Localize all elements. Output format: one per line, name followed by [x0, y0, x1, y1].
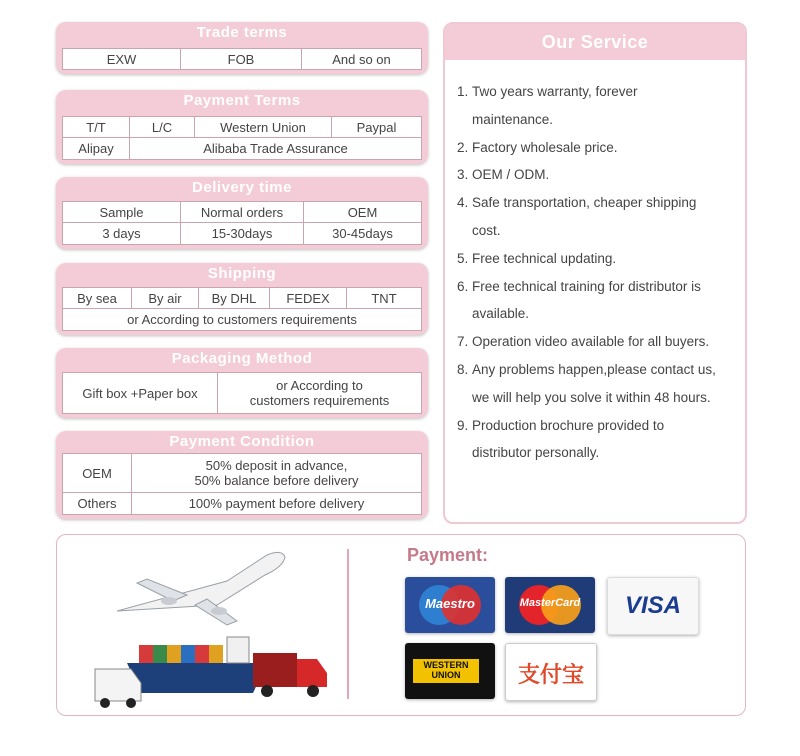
payment-term-lc: L/C [129, 117, 194, 137]
mastercard-logo: MasterCard [505, 577, 595, 633]
our-service-title: Our Service [445, 24, 745, 60]
airplane-icon [117, 552, 285, 625]
packaging-custom [217, 373, 421, 413]
payment-title: Payment: [407, 545, 489, 565]
trade-terms-table [62, 48, 422, 70]
van-icon [95, 669, 141, 708]
condition-oem-line1: 50% deposit in advance, [205, 458, 348, 473]
trade-term-others: And so on [301, 49, 421, 69]
shipping-custom: or According to customers requirements [127, 312, 357, 327]
service-item: 5. Free technical updating. [457, 250, 617, 266]
shipping-tnt: TNT [346, 288, 421, 308]
visa-logo: VISA [607, 577, 699, 635]
condition-oem-line2: 50% balance before delivery [194, 473, 359, 488]
payment-term-tt: T/T [86, 119, 106, 135]
packaging-custom-line1: or According to [276, 378, 363, 393]
service-item: 7. Operation video available for all buyers. [457, 334, 710, 350]
packaging-table [62, 372, 422, 414]
trade-term-exw: EXW [106, 51, 137, 67]
condition-others-label: Others [77, 496, 117, 511]
service-item: 9. Production brochure provided to distributor personally. [457, 417, 665, 461]
shipping-panel [56, 263, 428, 335]
delivery-header-oem: OEM [303, 202, 421, 222]
transport-illustration [77, 541, 337, 711]
payment-condition-panel [56, 431, 428, 519]
delivery-time-title: Delivery time [192, 179, 292, 196]
delivery-time-panel [56, 177, 428, 249]
delivery-value-oem: 30-45days [303, 223, 421, 244]
trade-terms-panel [56, 22, 428, 74]
service-item: 6. Free technical training for distributor is available. [457, 278, 701, 322]
condition-others-value: 100% payment before delivery [131, 493, 421, 514]
shipping-payment-banner [56, 534, 746, 716]
shipping-by-dhl: By DHL [198, 288, 269, 308]
trade-terms-title: Trade terms [196, 24, 288, 41]
condition-oem-label: OEM [82, 465, 112, 481]
service-item: 8. Any problems happen,please contact us, we will help you solve it within 48 hours. [457, 361, 716, 405]
shipping-by-air: By air [131, 288, 198, 308]
shipping-by-sea: By sea [77, 290, 117, 306]
service-item: 2. Factory wholesale price. [457, 139, 618, 155]
payment-terms-table [62, 116, 422, 160]
banner-divider [347, 549, 349, 699]
payment-term-alipay: Alipay [78, 141, 114, 156]
packaging-custom-line2: customers requirements [249, 393, 390, 408]
packaging-panel [56, 348, 428, 418]
packaging-gift-box: Gift box +Paper box [82, 385, 198, 401]
delivery-time-table [62, 201, 422, 245]
trade-term-fob: FOB [180, 49, 301, 69]
packaging-title: Packaging Method [171, 350, 313, 367]
service-item: 4. Safe transportation, cheaper shipping cost. [457, 195, 697, 238]
cargo-ship-icon [127, 637, 267, 693]
shipping-title: Shipping [207, 265, 277, 282]
payment-condition-table [62, 453, 422, 515]
payment-terms-title: Payment Terms [183, 92, 301, 109]
western-union-logo: WESTERN UNION [405, 643, 495, 699]
payment-condition-title: Payment Condition [169, 433, 315, 450]
service-item: 3. OEM / ODM. [457, 167, 550, 183]
shipping-table [62, 287, 422, 331]
payment-term-western-union: Western Union [194, 117, 331, 137]
our-service-panel [443, 22, 747, 524]
service-item: 1. Two years warranty, forever maintenance. [457, 84, 638, 127]
delivery-header-normal: Normal orders [180, 202, 303, 222]
payment-term-paypal: Paypal [331, 117, 421, 137]
delivery-header-sample: Sample [99, 204, 144, 220]
delivery-value-sample: 3 days [102, 226, 141, 241]
condition-oem-value [131, 454, 421, 492]
shipping-fedex: FEDEX [269, 288, 346, 308]
alipay-logo: 支付宝 [505, 643, 597, 701]
service-list [445, 60, 745, 467]
payment-terms-panel [56, 90, 428, 164]
payment-term-trade-assurance: Alibaba Trade Assurance [129, 138, 421, 159]
delivery-value-normal: 15-30days [180, 223, 303, 244]
truck-icon [253, 653, 327, 697]
maestro-logo: Maestro [405, 577, 495, 633]
